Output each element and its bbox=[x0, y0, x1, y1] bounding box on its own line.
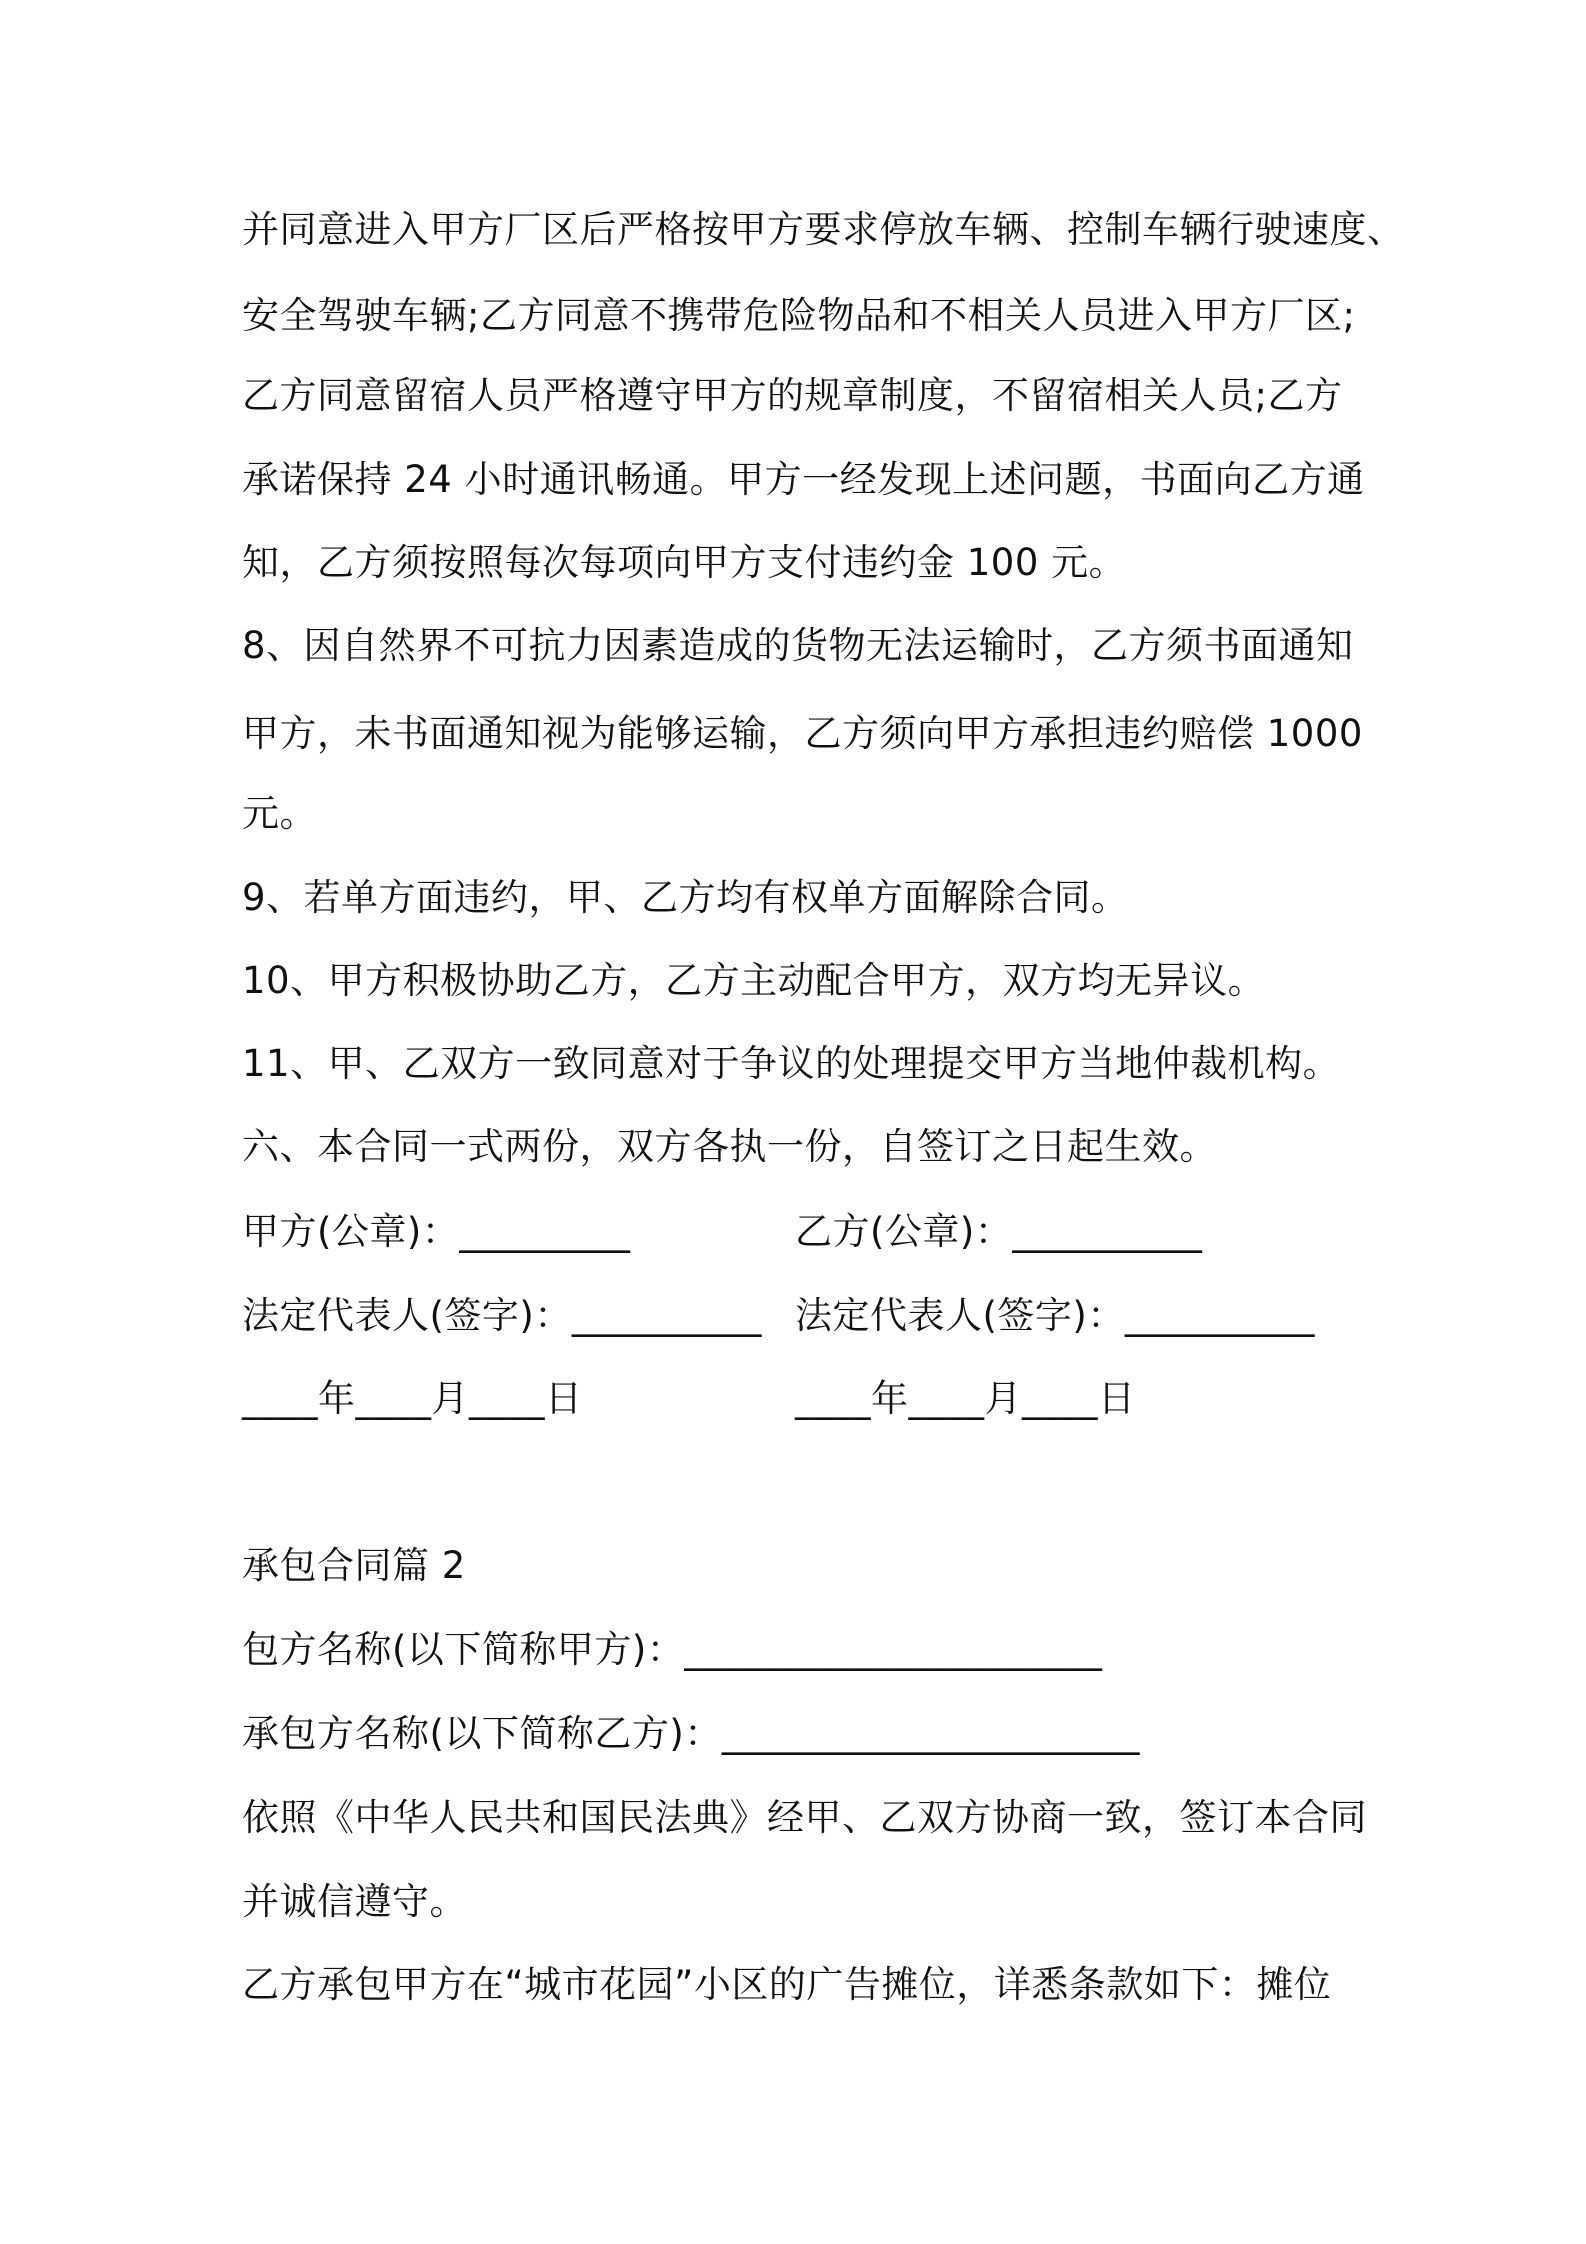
clause-8-line: 8、因自然界不可抗力因素造成的货物无法运输时，乙方须书面通知 bbox=[242, 624, 1354, 667]
text-line: 承诺保持 24 小时通讯畅通。甲方一经发现上述问题，书面向乙方通 bbox=[242, 458, 1365, 501]
party-b-date: ____年____月____日 bbox=[795, 1377, 1136, 1420]
contract-2-title: 承包合同篇 2 bbox=[242, 1544, 466, 1587]
party-b-seal: 乙方(公章)：__________ bbox=[795, 1210, 1203, 1253]
text-line: 乙方同意留宿人员严格遵守甲方的规章制度，不留宿相关人员;乙方 bbox=[242, 374, 1343, 417]
party-a-date: ____年____月____日 bbox=[242, 1377, 583, 1420]
contract-2-intro-line: 依照《中华人民共和国民法典》经甲、乙双方协商一致，签订本合同 bbox=[242, 1796, 1367, 1839]
contract-2-clause-start: 乙方承包甲方在“城市花园”小区的广告摊位，详悉条款如下：摊位 bbox=[242, 1963, 1332, 2006]
text-line: 并同意进入甲方厂区后严格按甲方要求停放车辆、控制车辆行驶速度、 bbox=[242, 208, 1405, 251]
clause-11: 11、甲、乙双方一致同意对于争议的处理提交甲方当地仲裁机构。 bbox=[242, 1042, 1341, 1085]
party-a-seal: 甲方(公章)：_________ bbox=[242, 1210, 631, 1253]
text-line: 知，乙方须按照每次每项向甲方支付违约金 100 元。 bbox=[242, 541, 1127, 584]
text-line: 安全驾驶车辆;乙方同意不携带危险物品和不相关人员进入甲方厂区; bbox=[242, 294, 1356, 337]
contract-2-intro-line: 并诚信遵守。 bbox=[242, 1880, 467, 1923]
clause-10: 10、甲方积极协助乙方，乙方主动配合甲方，双方均无异议。 bbox=[242, 959, 1266, 1002]
clause-8-line: 甲方，未书面通知视为能够运输，乙方须向甲方承担违约赔偿 1000 bbox=[242, 712, 1363, 755]
section-6: 六、本合同一式两份，双方各执一份，自签订之日起生效。 bbox=[242, 1125, 1217, 1168]
contract-2-party-b: 承包方名称(以下简称乙方)：______________________ bbox=[242, 1712, 1140, 1755]
party-a-representative: 法定代表人(签字)：__________ bbox=[242, 1294, 762, 1337]
contract-2-party-a: 包方名称(以下简称甲方)：______________________ bbox=[242, 1628, 1103, 1671]
clause-8-line: 元。 bbox=[242, 792, 317, 835]
clause-9: 9、若单方面违约，甲、乙方均有权单方面解除合同。 bbox=[242, 876, 1129, 919]
party-b-representative: 法定代表人(签字)：__________ bbox=[795, 1294, 1315, 1337]
